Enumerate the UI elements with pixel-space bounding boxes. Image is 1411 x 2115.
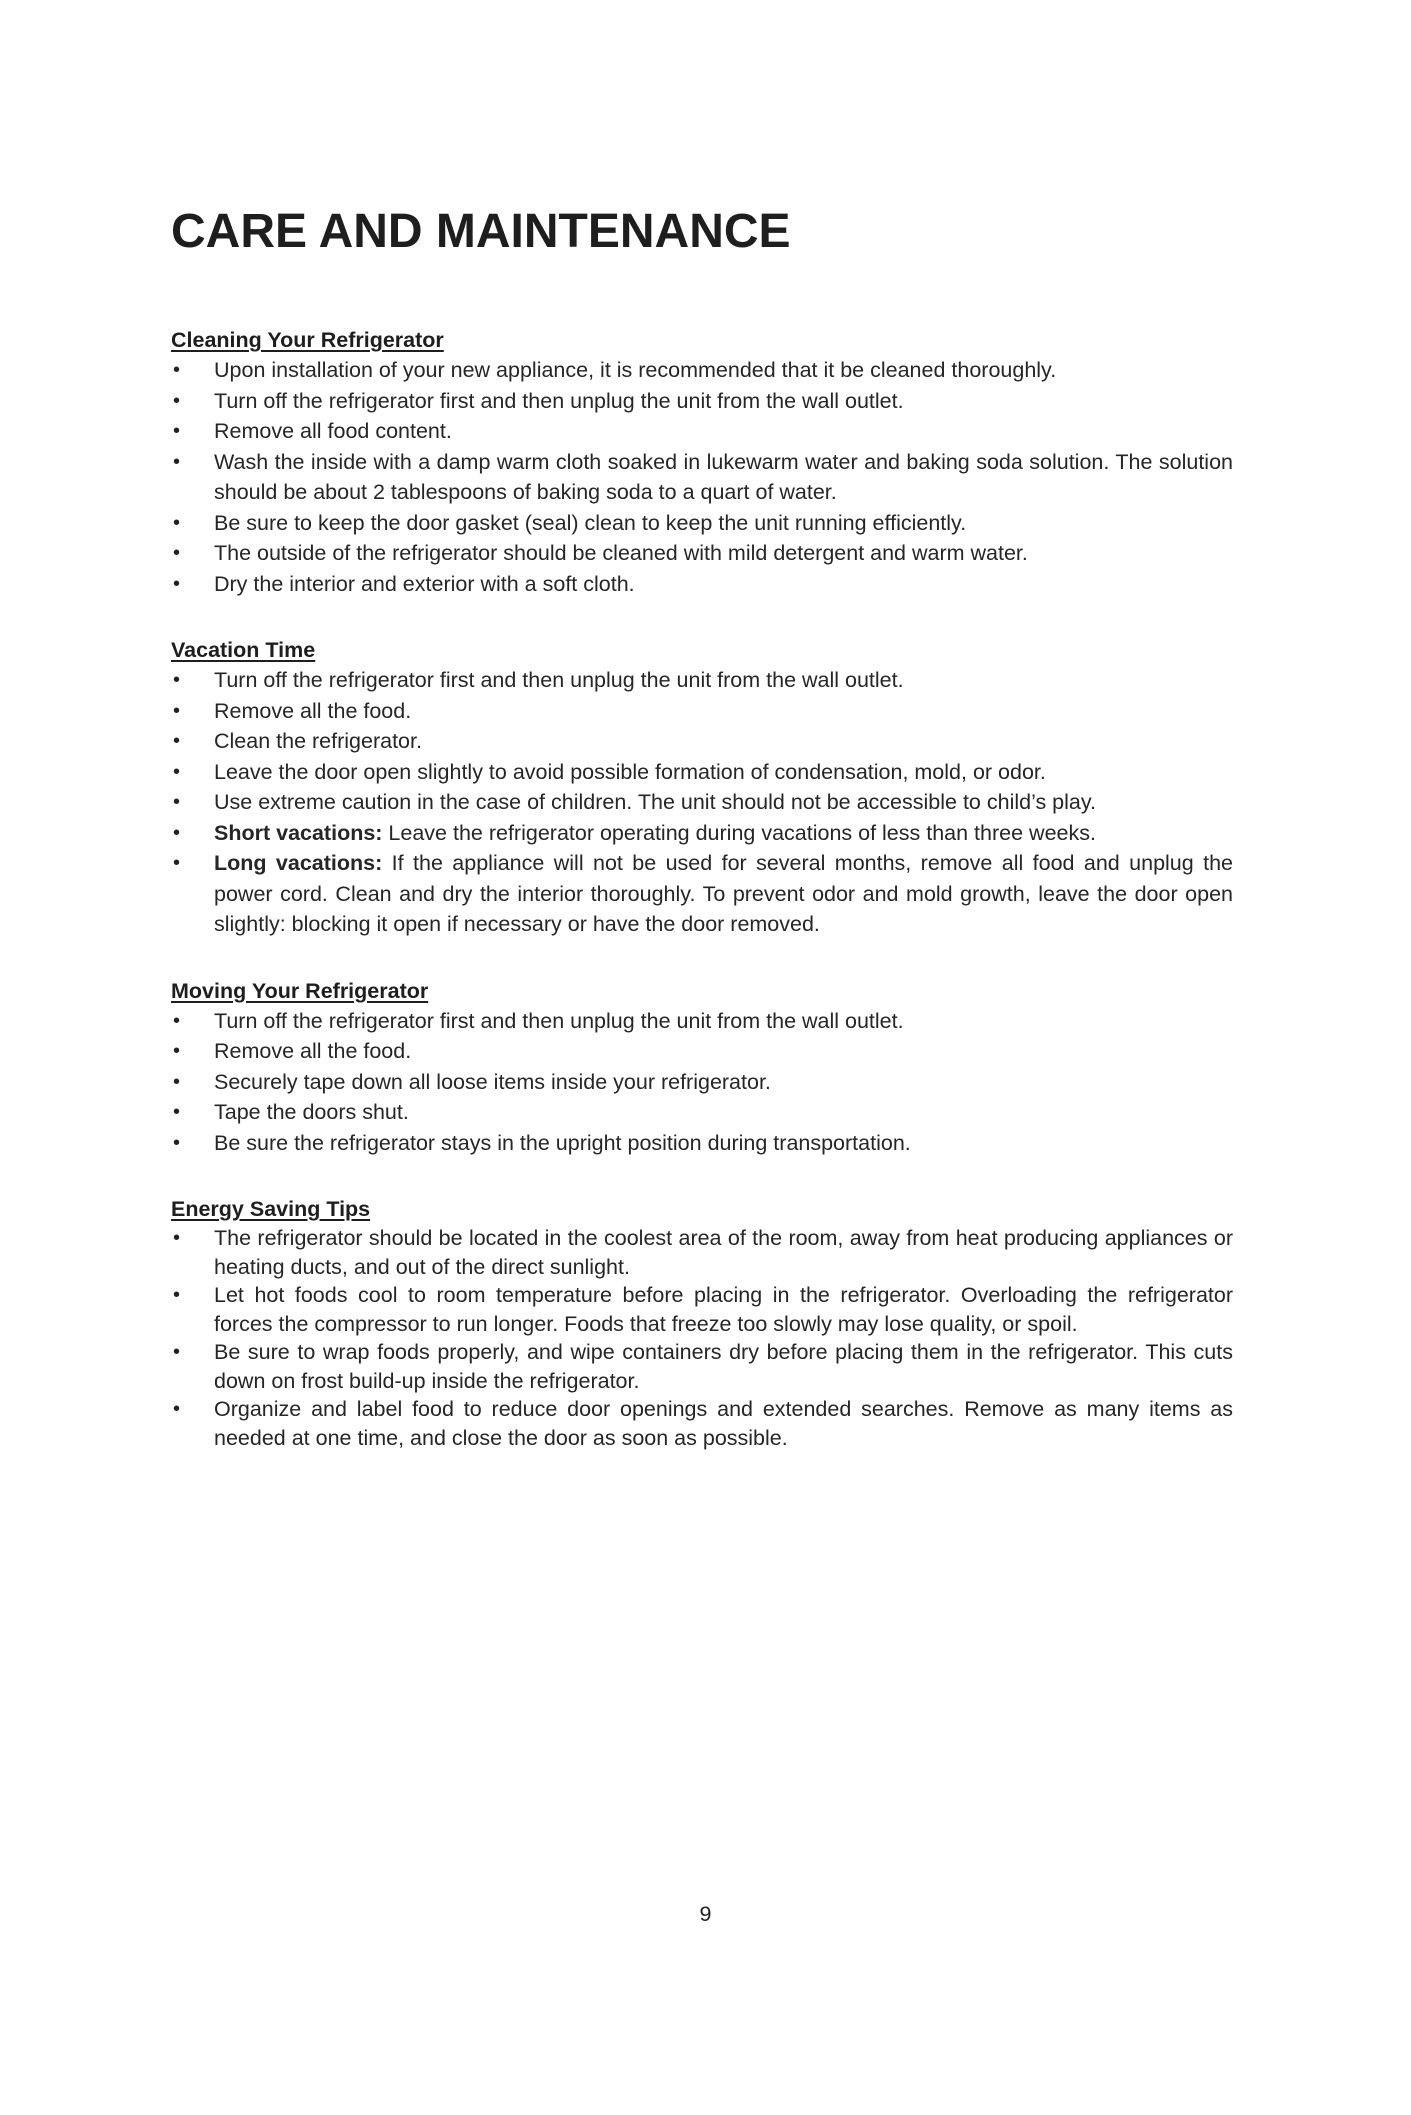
section-heading: Moving Your Refrigerator (171, 978, 429, 1003)
list-item-text: Use extreme caution in the case of children. The unit should not be accessible to child’s play. (214, 790, 1097, 814)
bullet-icon: • (173, 1070, 181, 1093)
bullet-icon: • (173, 1284, 181, 1306)
bullet-icon: • (173, 791, 181, 813)
section-moving (171, 976, 1233, 1159)
section-energy-saving (171, 1194, 1233, 1452)
list-item (171, 1395, 1233, 1452)
list-item (171, 665, 1233, 696)
list-item-text: The outside of the refrigerator should be cleaned with mild detergent and warm water. (214, 541, 1028, 565)
bullet-icon: • (173, 1398, 181, 1420)
list-item-text: Be sure the refrigerator stays in the upright position during transportation. (214, 1130, 911, 1155)
list-item (171, 1097, 1233, 1128)
list-item (171, 569, 1233, 600)
list-item-text: Wash the inside with a damp warm cloth soaked in lukewarm water and baking soda solution. The solution should be about 2 tablespoons of baking soda to a quart of water. (214, 449, 1233, 504)
list-item-text: Remove all food content. (214, 419, 452, 443)
bullet-icon: • (173, 669, 181, 691)
section-vacation (171, 635, 1233, 940)
section-heading: Cleaning Your Refrigerator (171, 328, 444, 352)
list-item (171, 696, 1233, 727)
bullet-icon: • (173, 572, 181, 595)
list-item (171, 726, 1233, 757)
list-item (171, 1067, 1233, 1098)
section-heading: Vacation Time (171, 638, 316, 662)
list-item (171, 416, 1233, 447)
list-item-text: Upon installation of your new appliance, it is recommended that it be cleaned thoroughly. (214, 358, 1057, 382)
list-item (171, 787, 1233, 818)
bullet-icon: • (173, 1227, 181, 1249)
bullet-list (171, 355, 1233, 599)
bullet-icon: • (173, 1101, 181, 1123)
list-item-text: Be sure to wrap foods properly, and wipe containers dry before placing them in the refrigerator. This cuts down on frost build-up inside the refrigerator. (214, 1340, 1233, 1393)
bullet-icon: • (173, 1341, 181, 1363)
list-item-text: Securely tape down all loose items inside your refrigerator. (214, 1069, 771, 1094)
list-item-text: Organize and label food to reduce door openings and extended searches. Remove as many items as needed at one time, and close the door as soon as possible. (214, 1397, 1233, 1450)
list-item (171, 1036, 1233, 1067)
bullet-icon: • (173, 450, 181, 473)
list-item-text: Turn off the refrigerator first and then unplug the unit from the wall outlet. (214, 388, 904, 413)
list-item (171, 508, 1233, 539)
list-item-text: Turn off the refrigerator first and then unplug the unit from the wall outlet. (214, 668, 904, 692)
bullet-icon: • (173, 821, 181, 844)
bullet-icon: • (173, 1009, 181, 1032)
list-item (171, 386, 1233, 417)
page-number: 9 (699, 1902, 712, 1926)
list-item (171, 1006, 1233, 1037)
list-item-text: Leave the refrigerator operating during vacations of less than three weeks. (382, 820, 1096, 845)
bullet-icon: • (173, 1131, 181, 1154)
list-item-text: Remove all the food. (214, 1039, 412, 1063)
page-title: CARE AND MAINTENANCE (171, 205, 791, 258)
list-item-text: Leave the door open slightly to avoid possible formation of condensation, mold, or odor. (214, 759, 1046, 784)
bullet-list (171, 665, 1233, 940)
list-item (171, 1338, 1233, 1395)
list-item-lead: Short vacations: (214, 820, 383, 845)
list-item (171, 818, 1233, 849)
list-item (171, 447, 1233, 508)
bullet-icon: • (173, 730, 181, 752)
bullet-icon: • (173, 511, 181, 534)
list-item-lead: Long vacations: (214, 851, 383, 875)
list-item (171, 355, 1233, 386)
list-item (171, 1281, 1233, 1338)
list-item (171, 1128, 1233, 1159)
list-item (171, 1224, 1233, 1281)
bullet-icon: • (173, 420, 181, 442)
bullet-list (171, 1224, 1233, 1452)
bullet-icon: • (173, 542, 181, 564)
list-item (171, 757, 1233, 788)
list-item-text: Let hot foods cool to room temperature before placing in the refrigerator. Overloading the refrigerator forces the compressor to run longer. Foods that freeze too slowly may lose quality, or spoil. (214, 1283, 1233, 1336)
bullet-icon: • (173, 852, 181, 874)
list-item-text: Tape the doors shut. (214, 1100, 409, 1124)
list-item-text: Remove all the food. (214, 698, 412, 723)
bullet-icon: • (173, 699, 181, 722)
list-item-text: If the appliance will not be used for several months, remove all food and unplug the power cord. Clean and dry the interior thoroughly. To prevent odor and mold growth, leave the door open slightly: blocking it open if necessary or have the door removed. (214, 851, 1233, 936)
list-item-text: Dry the interior and exterior with a soft cloth. (214, 571, 635, 596)
bullet-icon: • (173, 359, 181, 381)
bullet-icon: • (173, 760, 181, 783)
section-heading: Energy Saving Tips (171, 1197, 371, 1221)
bullet-list (171, 1006, 1233, 1159)
bullet-icon: • (173, 1040, 181, 1062)
list-item (171, 538, 1233, 569)
bullet-icon: • (173, 389, 181, 412)
section-cleaning (171, 325, 1233, 599)
list-item-text: Be sure to keep the door gasket (seal) clean to keep the unit running efficiently. (214, 510, 967, 535)
document-body (171, 325, 1233, 1488)
list-item-text: The refrigerator should be located in the coolest area of the room, away from heat producing appliances or heating ducts, and out of the direct sunlight. (214, 1226, 1233, 1279)
list-item-text: Clean the refrigerator. (214, 729, 422, 753)
list-item-text: Turn off the refrigerator first and then unplug the unit from the wall outlet. (214, 1008, 904, 1033)
list-item (171, 848, 1233, 940)
